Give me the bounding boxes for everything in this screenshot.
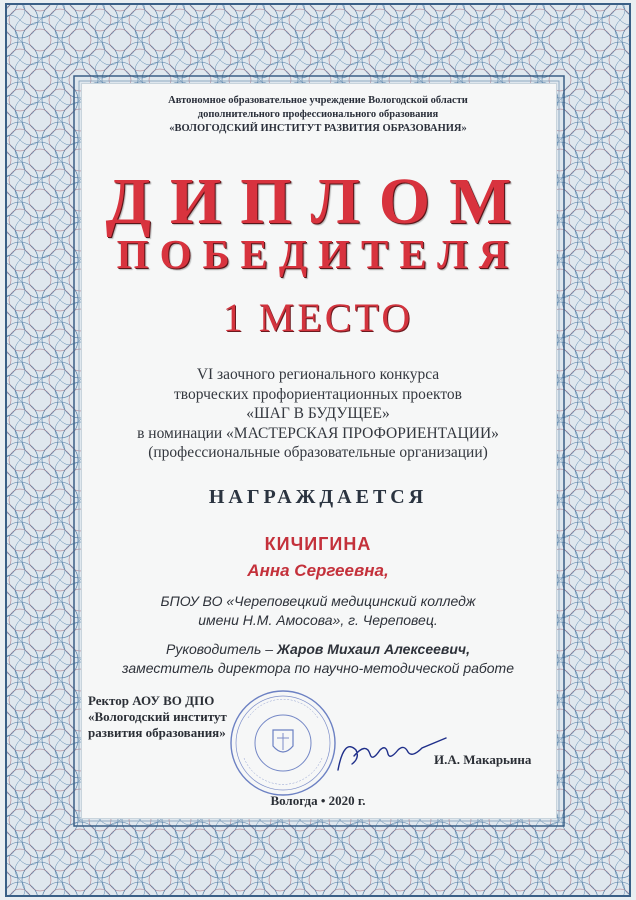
signatory-line-2: «Вологодский институт bbox=[88, 709, 227, 724]
signatory-name: И.А. Макарьина bbox=[434, 752, 532, 767]
supervisor-prefix: Руководитель – bbox=[166, 641, 277, 657]
official-seal bbox=[228, 688, 338, 798]
diploma-title: ДИПЛОМ bbox=[105, 165, 531, 238]
contest-line-3: «ШАГ В БУДУЩЕЕ» bbox=[246, 405, 390, 422]
supervisor-name: Жаров Михаил Алексеевич, bbox=[276, 641, 470, 657]
city-year: Вологда • 2020 г. bbox=[270, 793, 366, 808]
rector-signature bbox=[330, 720, 450, 780]
recipient-given-names: Анна Сергеевна, bbox=[247, 561, 389, 580]
winner-title: ПОБЕДИТЕЛЯ bbox=[116, 231, 520, 277]
contest-line-4: в номинации «МАСТЕРСКАЯ ПРОФОРИЕНТАЦИИ» bbox=[137, 425, 499, 442]
supervisor-line bbox=[0, 640, 636, 658]
issuer-line-2: дополнительного профессионального образования bbox=[197, 109, 439, 120]
contest-line-5: (профессиональные образовательные организации) bbox=[148, 444, 488, 461]
issuer-line-3: «ВОЛОГОДСКИЙ ИНСТИТУТ РАЗВИТИЯ ОБРАЗОВАНИЯ» bbox=[169, 123, 467, 134]
issuer-line-1: Автономное образовательное учреждение Вологодской области bbox=[168, 95, 468, 106]
supervisor-position: заместитель директора по научно-методической работе bbox=[121, 660, 515, 676]
recipient-surname: КИЧИГИНА bbox=[264, 534, 372, 554]
awarded-label: НАГРАЖДАЕТСЯ bbox=[208, 486, 428, 508]
recipient-org-line-1: БПОУ ВО «Череповецкий медицинский колледж bbox=[160, 593, 476, 609]
contest-line-2: творческих профориентационных проектов bbox=[174, 386, 462, 403]
place-label: 1 МЕСТО bbox=[222, 295, 414, 340]
recipient-org-line-2: имени Н.М. Амосова», г. Череповец. bbox=[198, 612, 438, 628]
signatory-line-1: Ректор АОУ ВО ДПО bbox=[88, 693, 215, 708]
contest-line-1: VI заочного регионального конкурса bbox=[196, 366, 440, 383]
signatory-line-3: развития образования» bbox=[88, 725, 226, 740]
